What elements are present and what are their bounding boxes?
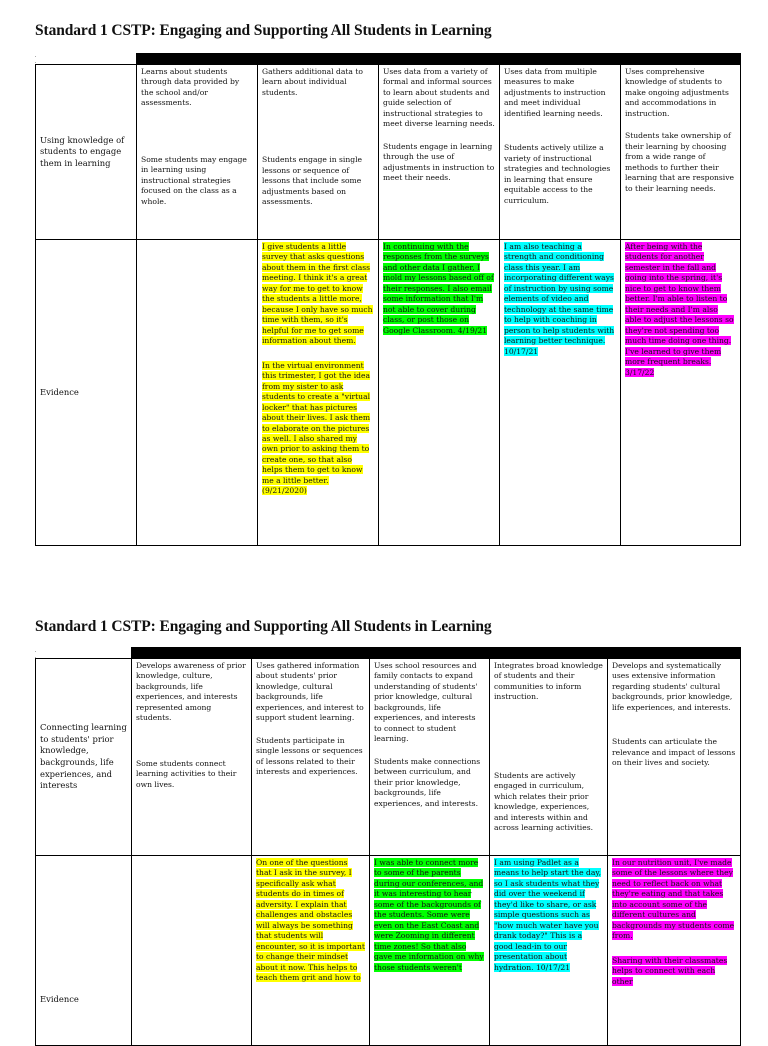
evidence-highlight-yellow: On one of the questions that I ask in the survey, I specifically ask what students do in times of adversity. I explain that challenges and obstacles will always be something that students will encounter, so it is important to change their mindset about it now. This helps to teach them grit and how to: [256, 858, 365, 983]
level-desc: Develops and systematically uses extensive information regarding students' cultural backgrounds, prior knowledge, life experiences, and interests.: [612, 661, 733, 712]
header-black-bar: [137, 54, 741, 65]
level-cell-4: [490, 659, 608, 856]
evidence-highlight-magenta: In our nutrition unit, I've made some of the lessons where they need to reflect back on what they're eating and that takes into account some of the different cultures and backgrounds my students come from.: [612, 858, 735, 941]
level-practice: Students engage in single lessons or sequence of lessons that include some adjustments based on assessments.: [262, 155, 363, 207]
table-row-criteria: [36, 659, 741, 856]
evidence-cell-4: [490, 856, 608, 1046]
level-practice: Students make connections between curriculum, and their prior knowledge, backgrounds, life experiences, and interests.: [374, 756, 481, 808]
evidence-cell-4: [500, 240, 621, 546]
evidence-label: Evidence: [36, 856, 132, 1046]
level-cell-5: [608, 659, 741, 856]
level-cell-3: [379, 65, 500, 240]
evidence-cell-1: [132, 856, 252, 1046]
evidence-cell-3: [379, 240, 500, 546]
level-practice: Students engage in learning through the use of adjustments in instruction to meet their needs.: [383, 141, 495, 183]
evidence-highlight-yellow-2: In the virtual environment this trimester, I got the idea from my sister to ask students to create a "virtual locker" that has pictures about their lives. I ask them to elaborate on the pictures as well. I also shared my own prior to asking them to create one, so that also helps them to get to know me a little better. (9/21/2020): [262, 360, 371, 496]
evidence-label: Evidence: [36, 240, 137, 546]
evidence-cell-2: [252, 856, 370, 1046]
evidence-cell-1: [137, 240, 258, 546]
evidence-highlight-cyan: I am also teaching a strength and conditioning class this year. I am incorporating different ways of instruction by using some elements of video and technology at the same time to help with coaching in person to help students with learning better technique. 10/17/21: [504, 242, 615, 356]
page-title-standard-1-repeat: Standard 1 CSTP: Engaging and Supporting All Students in Learning: [35, 618, 492, 635]
table-row-criteria: [36, 65, 741, 240]
row-label: Using knowledge of students to engage them in learning: [36, 65, 137, 240]
level-cell-1: [132, 659, 252, 856]
level-desc: Learns about students through data provided by the school and/or assessments.: [141, 67, 240, 108]
evidence-highlight-green: I was able to connect more to some of the parents during our conferences, and it was interesting to hear some of the backgrounds of the students. Some were even on the East Coast and were Zooming in different time zones! So that also gave me information on why those students weren't: [374, 858, 484, 972]
evidence-cell-2: [258, 240, 379, 546]
level-cell-5: [621, 65, 741, 240]
level-practice: Students actively utilize a variety of instructional strategies and technologies in learning that ensure equitable access to the curriculum.: [504, 143, 611, 205]
evidence-highlight-green: In continuing with the responses from the surveys and other data I gather, I mold my lessons based off of their responses. I also email some information that I'm not able to cover during class, or post those on Google Classroom. 4/19/21: [383, 242, 494, 335]
level-desc: Uses comprehensive knowledge of students to make ongoing adjustments and accommodations in instruction.: [625, 67, 729, 118]
evidence-highlight-magenta: After being with the students for another semester in the fall and going into the spring, it's nice to get to know them better. I'm able to listen to their needs and I'm also able to adjust the lessons so they're not spending too much time doing one thing. I've learned to give them more frequent breaks. 3/17/22: [625, 242, 734, 377]
row-label: Connecting learning to students' prior knowledge, backgrounds, life experiences, and interests: [36, 659, 132, 856]
level-practice: Students participate in single lessons or sequences of lessons related to their interests and experiences.: [256, 735, 363, 777]
level-cell-4: [500, 65, 621, 240]
level-practice: Students can articulate the relevance and impact of lessons on their lives and society.: [612, 737, 736, 768]
table-row-evidence: [36, 856, 741, 1046]
evidence-highlight-cyan: I am using Padlet as a means to help start the day, so I ask students what they did over the weekend if they'd like to share, or ask simple questions such as "how much water have you drank today?" This is a good lead-in to our presentation about hydration. 10/17/21: [494, 858, 602, 972]
evidence-highlight-yellow: I give students a little survey that asks questions about them in the first class meeting. I think it's a great way for me to get to know the students a little more, because I only have so much time with them, so it's helpful for me to get some information about them.: [262, 242, 373, 346]
level-practice: Some students may engage in learning using instructional strategies focused on the class as a whole.: [141, 154, 247, 206]
level-desc: Uses data from multiple measures to make adjustments to instruction and meet individual identified learning needs.: [504, 67, 606, 118]
evidence-cell-5: [608, 856, 741, 1046]
level-cell-2: [258, 65, 379, 240]
level-cell-1: [137, 65, 258, 240]
level-cell-2: [252, 659, 370, 856]
level-practice: Students are actively engaged in curriculum, which relates their prior knowledge, experiences, and interests within and across learning activities.: [494, 770, 594, 833]
evidence-highlight-magenta-2: Sharing with their classmates helps to connect with each other: [612, 955, 728, 986]
level-desc: Uses data from a variety of formal and informal sources to learn about students and guide selection of instructional strategies to meet diverse learning needs.: [383, 67, 495, 129]
rubric-table-element-1-1: [35, 53, 741, 546]
header-black-bar: [132, 648, 741, 659]
table-header-bar: [36, 54, 741, 65]
level-desc: Gathers additional data to learn about individual students.: [262, 67, 363, 97]
level-practice: Some students connect learning activities to their own lives.: [136, 758, 237, 789]
level-desc: Develops awareness of prior knowledge, culture, backgrounds, life experiences, and interests represented among students.: [136, 661, 246, 723]
table-header-bar: [36, 648, 741, 659]
level-cell-3: [370, 659, 490, 856]
level-practice: Students take ownership of their learning by choosing from a wide range of methods to further their learning that are responsive to their learning needs.: [625, 131, 735, 193]
evidence-cell-3: [370, 856, 490, 1046]
rubric-table-element-1-2: [35, 647, 741, 1046]
evidence-cell-5: [621, 240, 741, 546]
level-desc: Integrates broad knowledge of students and their communities to inform instruction.: [494, 661, 603, 702]
level-desc: Uses school resources and family contacts to expand understanding of students' prior knowledge, cultural backgrounds, life experiences, and interests to connect to student learning.: [374, 661, 478, 744]
table-row-evidence: [36, 240, 741, 546]
level-desc: Uses gathered information about students' prior knowledge, cultural backgrounds, life experiences, and interest to support student learning.: [256, 661, 364, 723]
page-title-standard-1: Standard 1 CSTP: Engaging and Supporting All Students in Learning: [35, 22, 492, 39]
